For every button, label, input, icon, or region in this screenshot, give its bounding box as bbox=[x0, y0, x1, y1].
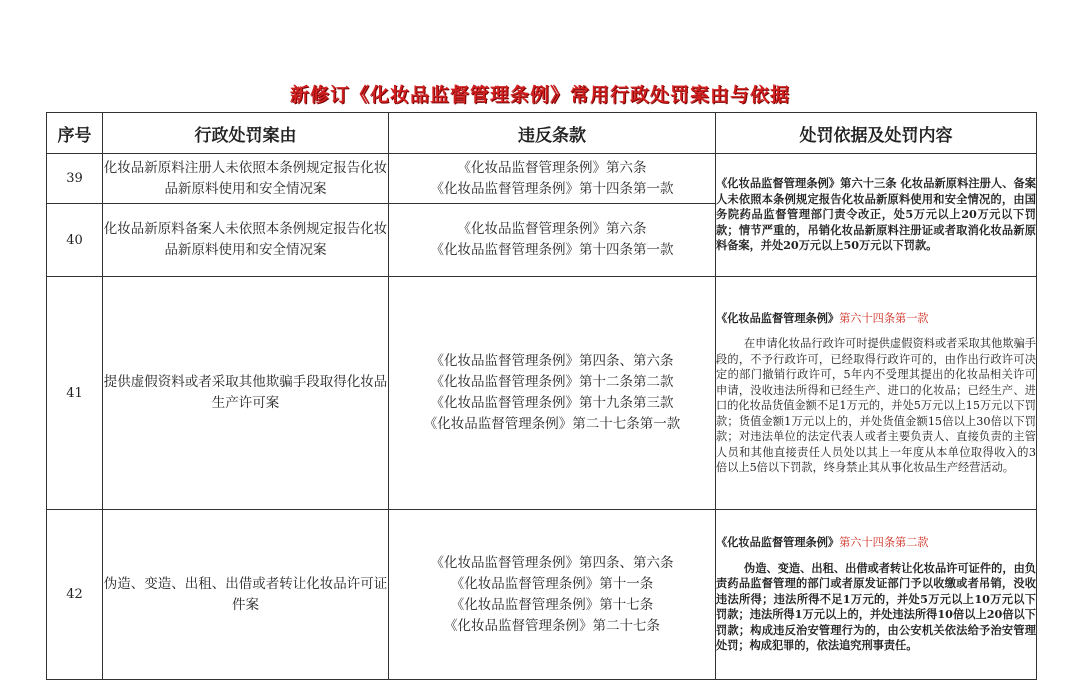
basis-text: 伪造、变造、出租、出借或者转让化妆品许可证件的，由负责药品监督管理的部门或者原发证部门予以收缴或者吊销，没收违法所得；违法所得不足1万元的，并处5万元以上10万元以下罚款；违法所得1万元以上的，并处违法所得10倍以上20倍以下罚款；构成违反治安管理行为的，由公安机关依法给予治安管理处罚；构成犯罪的，依法追究刑事责任。 bbox=[716, 560, 1036, 653]
basis-law-name: 《化妆品监督管理条例》 bbox=[716, 310, 840, 325]
clause-line: 《化妆品监督管理条例》第十四条第一款 bbox=[430, 242, 674, 258]
basis-clause-ref: 第六十四条第一款 bbox=[839, 311, 929, 325]
basis-text: 《化妆品监督管理条例》第六十三条 化妆品新原料注册人、备案人未依照本条例规定报告化妆品新原料使用和安全情况的，由国务院药品监督管理部门责令改正，处5万元以上20万元以下罚款；情节严重的，吊销化妆品新原料注册证或者取消化妆品新原料备案，并处20万元以上50万元以下罚款。 bbox=[716, 176, 1036, 253]
header-reason: 行政处罚案由 bbox=[103, 113, 389, 154]
clause-line: 《化妆品监督管理条例》第四条、第六条 bbox=[430, 353, 674, 369]
clause-line: 《化妆品监督管理条例》第十二条第二款 bbox=[430, 374, 674, 390]
row-clauses bbox=[389, 154, 716, 204]
row-clauses bbox=[389, 277, 716, 510]
header-clauses: 违反条款 bbox=[389, 113, 716, 154]
row-number: 39 bbox=[47, 154, 103, 204]
row-reason: 化妆品新原料注册人未依照本条例规定报告化妆品新原料使用和安全情况案 bbox=[103, 154, 389, 204]
row-basis bbox=[716, 277, 1037, 510]
row-basis bbox=[716, 154, 1037, 277]
basis-text: 在申请化妆品行政许可时提供虚假资料或者采取其他欺骗手段的，不予行政许可，已经取得行政许可的，由作出行政许可决定的部门撤销行政许可，5年内不受理其提出的化妆品相关许可申请，没收违法所得和已经生产、进口的化妆品；已经生产、进口的化妆品货值金额不足1万元的，并处5万元以上15万元以下罚款；货值金额1万元以上的，并处货值金额15倍以上30倍以下罚款；对违法单位的法定代表人或者主要负责人、直接负责的主管人员和其他直接责任人员处以其上一年度从本单位取得收入的3倍以上5倍以下罚款，终身禁止其从事化妆品生产经营活动。 bbox=[716, 337, 1036, 474]
row-reason: 提供虚假资料或者采取其他欺骗手段取得化妆品生产许可案 bbox=[103, 277, 389, 510]
clause-line: 《化妆品监督管理条例》第十一条 bbox=[450, 575, 654, 592]
header-no: 序号 bbox=[47, 113, 103, 154]
clause-line: 《化妆品监督管理条例》第四条、第六条 bbox=[430, 554, 674, 571]
penalty-table bbox=[46, 112, 1037, 680]
row-basis bbox=[716, 510, 1037, 680]
row-number: 42 bbox=[47, 510, 103, 680]
page-title: 新修订《化妆品监督管理条例》常用行政处罚案由与依据 bbox=[289, 84, 790, 106]
basis-law-name: 《化妆品监督管理条例》 bbox=[716, 535, 840, 550]
clause-line: 《化妆品监督管理条例》第六条 bbox=[457, 159, 647, 176]
row-number: 41 bbox=[47, 277, 103, 510]
basis-clause-ref: 第六十四条第二款 bbox=[839, 536, 929, 550]
table-row bbox=[47, 277, 1037, 510]
row-number: 40 bbox=[47, 204, 103, 277]
clause-line: 《化妆品监督管理条例》第十四条第一款 bbox=[430, 180, 674, 197]
row-reason: 化妆品新原料备案人未依照本条例规定报告化妆品新原料使用和安全情况案 bbox=[103, 204, 389, 277]
header-basis: 处罚依据及处罚内容 bbox=[716, 113, 1037, 154]
clause-line: 《化妆品监督管理条例》第十七条 bbox=[450, 596, 654, 613]
basis-law-line bbox=[716, 535, 1036, 551]
row-reason: 伪造、变造、出租、出借或者转让化妆品许可证件案 bbox=[103, 510, 389, 680]
clause-line: 《化妆品监督管理条例》第二十七条 bbox=[444, 617, 660, 634]
row-clauses bbox=[389, 204, 716, 277]
table-row bbox=[47, 154, 1037, 204]
row-clauses bbox=[389, 510, 716, 680]
basis-law-line bbox=[716, 311, 1036, 327]
clause-line: 《化妆品监督管理条例》第六条 bbox=[457, 221, 647, 237]
table-row bbox=[47, 510, 1037, 680]
clause-line: 《化妆品监督管理条例》第十九条第三款 bbox=[430, 395, 674, 411]
clause-line: 《化妆品监督管理条例》第二十七条第一款 bbox=[423, 416, 681, 432]
table-header-row bbox=[47, 113, 1037, 154]
